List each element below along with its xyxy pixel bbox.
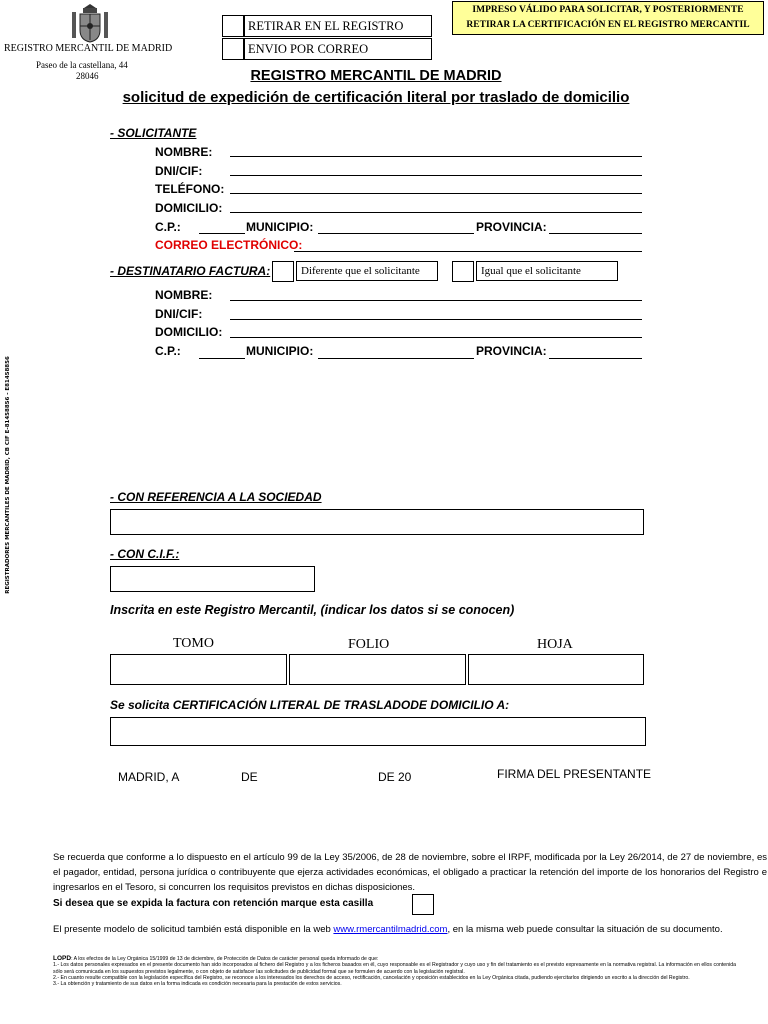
solicitante-cp-label: C.P.: bbox=[155, 220, 181, 234]
firma-label: FIRMA DEL PRESENTANTE bbox=[497, 767, 652, 781]
solicitante-nombre-label: NOMBRE: bbox=[155, 145, 213, 159]
lopd-point-2: 2.- En cuanto resulte compatible con la legislación específica del Registro, se reconoce a los interesados los derechos de acceso, rectificación, cancelación y oposición establecidos en la Ley Orgánica citada, pudiendo ejercitarlos dirigiendo un escrito a la dirección del Registro. bbox=[53, 974, 690, 981]
solicitante-dni-field[interactable] bbox=[230, 175, 642, 176]
envio-label: ENVIO POR CORREO bbox=[248, 42, 369, 56]
retencion-checkbox[interactable] bbox=[412, 894, 434, 915]
solicitante-correo-field[interactable] bbox=[294, 251, 642, 252]
igual-checkbox[interactable] bbox=[452, 261, 474, 282]
web-text-after: , en la misma web puede consultar la situación de su documento. bbox=[447, 924, 723, 935]
solicitante-telefono-label: TELÉFONO: bbox=[155, 182, 225, 196]
solicitante-domicilio-label: DOMICILIO: bbox=[155, 201, 223, 215]
envio-option bbox=[244, 38, 432, 60]
lopd-notice bbox=[53, 956, 736, 987]
solicitante-municipio-field[interactable] bbox=[318, 233, 474, 234]
address-line2: 28046 bbox=[76, 71, 99, 81]
certificacion-input[interactable] bbox=[110, 717, 646, 746]
page-subtitle: solicitud de expedición de certificación literal por traslado de domicilio bbox=[122, 89, 630, 106]
notice-box bbox=[452, 1, 764, 35]
web-text-before: El presente modelo de solicitud también está disponible en la web bbox=[53, 924, 334, 935]
diferente-checkbox[interactable] bbox=[272, 261, 294, 282]
tomo-input[interactable] bbox=[110, 654, 287, 685]
solicitante-provincia-field[interactable] bbox=[549, 233, 642, 234]
solicitante-heading: - SOLICITANTE bbox=[110, 126, 197, 140]
destinatario-nombre-label: NOMBRE: bbox=[155, 288, 213, 302]
web-notice bbox=[53, 922, 761, 937]
folio-input[interactable] bbox=[289, 654, 466, 685]
solicitante-provincia-label: PROVINCIA: bbox=[476, 220, 547, 234]
destinatario-cp-label: C.P.: bbox=[155, 344, 181, 358]
lopd-point-1: 1.- Los datos personales expresados en el presente documento han sido incorporados al fichero del Registro y a los ficheros basados en él, cuyo responsable es el Registrador y cuyo uso y fin del tratamiento es el previsto expresamente en la normativa registral. La información en ellos contenida sólo será comunicada en los supuestos previstos legalmente, o con objeto de satisfacer las solicitudes de publicidad formal que se formulen de acuerdo con la legislación registral. bbox=[53, 962, 736, 975]
cif-heading: - CON C.I.F.: bbox=[110, 547, 180, 561]
destinatario-cp-field[interactable] bbox=[199, 358, 245, 359]
solicitante-domicilio-field[interactable] bbox=[230, 212, 642, 213]
tomo-label: TOMO bbox=[173, 636, 214, 651]
referencia-input[interactable] bbox=[110, 509, 644, 535]
referencia-heading: - CON REFERENCIA A LA SOCIEDAD bbox=[110, 490, 322, 504]
inscrita-heading: Inscrita en este Registro Mercantil, (indicar los datos si se conocen) bbox=[110, 603, 515, 617]
diferente-label: Diferente que el solicitante bbox=[301, 265, 420, 277]
certificacion-heading: Se solicita CERTIFICACIÓN LITERAL DE TRASLADODE DOMICILIO A: bbox=[110, 698, 510, 712]
destinatario-municipio-label: MUNICIPIO: bbox=[246, 344, 314, 358]
hoja-input[interactable] bbox=[468, 654, 644, 685]
retirar-checkbox[interactable] bbox=[222, 15, 244, 37]
hoja-label: HOJA bbox=[537, 637, 573, 652]
irpf-notice: Se recuerda que conforme a lo dispuesto en el artículo 99 de la Ley 35/2006, de 28 de noviembre, sobre el IRPF, modificada por la Ley 26/2014, de 27 de noviembre, es el pagador, entidad, persona jurídica o contribuyente que ejerza actividades económicas, el obligado a practicar la retención del importe de los honorarios del Registro e ingresarlos en el Tesoro, si concurren los requisitos previstos en dichas disposiciones. bbox=[53, 852, 767, 893]
lopd-point-3: 3.- La obtención y tratamiento de sus datos en la forma indicada es condición necesaria para la prestación de estos servicios. bbox=[53, 981, 342, 988]
envio-checkbox[interactable] bbox=[222, 38, 244, 60]
solicitante-correo-label: CORREO ELECTRÓNICO: bbox=[155, 238, 303, 252]
destinatario-domicilio-field[interactable] bbox=[230, 337, 642, 338]
diferente-option bbox=[296, 261, 438, 281]
igual-option bbox=[476, 261, 618, 281]
notice-line2: RETIRAR LA CERTIFICACIÓN EN EL REGISTRO MERCANTIL bbox=[466, 20, 750, 30]
destinatario-domicilio-label: DOMICILIO: bbox=[155, 325, 223, 339]
destinatario-dni-field[interactable] bbox=[230, 319, 642, 320]
notice-line1: IMPRESO VÁLIDO PARA SOLICITAR, Y POSTERIORMENTE bbox=[472, 5, 744, 15]
coat-of-arms-logo bbox=[66, 2, 114, 46]
madrid-date-label: MADRID, A bbox=[118, 770, 180, 784]
destinatario-provincia-field[interactable] bbox=[549, 358, 642, 359]
destinatario-heading: - DESTINATARIO FACTURA: bbox=[110, 264, 271, 278]
page-title: REGISTRO MERCANTIL DE MADRID bbox=[250, 68, 502, 84]
destinatario-provincia-label: PROVINCIA: bbox=[476, 344, 547, 358]
solicitante-dni-label: DNI/CIF: bbox=[155, 164, 203, 178]
side-registry-text: REGISTRADORES MERCANTILES DE MADRID, CB CIF E-81458856 - E81458856 bbox=[5, 356, 11, 594]
destinatario-nombre-field[interactable] bbox=[230, 300, 642, 301]
solicitante-municipio-label: MUNICIPIO: bbox=[246, 220, 314, 234]
folio-label: FOLIO bbox=[348, 637, 390, 652]
lopd-title: LOPD bbox=[53, 955, 72, 962]
lopd-intro: : A los efectos de la Ley Orgánica 15/1999 de 13 de diciembre, de Protección de Datos de carácter personal queda informado de que: bbox=[71, 956, 379, 962]
solicitante-cp-field[interactable] bbox=[199, 233, 245, 234]
web-link[interactable]: www.rmercantilmadrid.com bbox=[333, 924, 448, 935]
de20-label: DE 20 bbox=[378, 770, 412, 784]
retencion-label: Si desea que se expida la factura con retención marque esta casilla bbox=[53, 898, 374, 909]
solicitante-telefono-field[interactable] bbox=[230, 193, 642, 194]
address-line1: Paseo de la castellana, 44 bbox=[36, 60, 128, 70]
de-label: DE bbox=[241, 770, 258, 784]
igual-label: Igual que el solicitante bbox=[481, 265, 581, 277]
org-name: REGISTRO MERCANTIL DE MADRID bbox=[4, 43, 173, 54]
retirar-label: RETIRAR EN EL REGISTRO bbox=[248, 19, 404, 33]
retirar-option bbox=[244, 15, 432, 37]
solicitante-nombre-field[interactable] bbox=[230, 156, 642, 157]
destinatario-dni-label: DNI/CIF: bbox=[155, 307, 203, 321]
cif-input[interactable] bbox=[110, 566, 315, 592]
destinatario-municipio-field[interactable] bbox=[318, 358, 474, 359]
